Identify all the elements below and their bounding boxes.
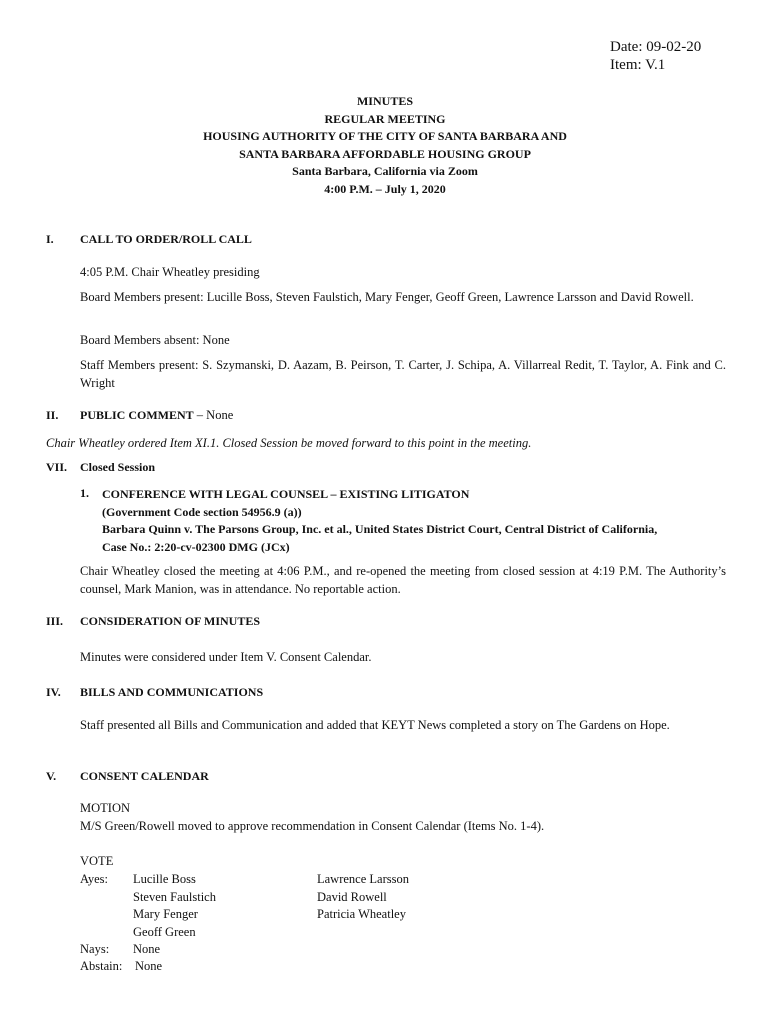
abstain-label: Abstain: — [80, 959, 123, 973]
item-line-3: Barbara Quinn v. The Parsons Group, Inc. et al., United States District Court, Central District of California, — [102, 522, 658, 536]
aye-member: Steven Faulstich — [133, 889, 216, 904]
item-line-2: (Government Code section 54956.9 (a)) — [102, 504, 302, 519]
public-comment-line — [80, 408, 233, 423]
section-title: CALL TO ORDER/ROLL CALL — [80, 232, 252, 246]
item-line-1: CONFERENCE WITH LEGAL COUNSEL – EXISTING LITIGATON — [102, 487, 470, 501]
section-title: CONSENT CALENDAR — [80, 769, 209, 783]
section-title: PUBLIC COMMENT — [80, 408, 194, 422]
aye-member: Lucille Boss — [133, 872, 196, 886]
date-line: Date: 09-02-20 — [610, 39, 702, 55]
section-number: IV. — [46, 685, 61, 699]
section-title: Closed Session — [80, 460, 156, 474]
title-housing-authority: HOUSING AUTHORITY OF THE CITY OF SANTA BARBARA AND — [203, 129, 567, 143]
title-minutes: MINUTES — [356, 94, 413, 108]
header-block — [610, 38, 701, 74]
title-location: Santa Barbara, California via Zoom — [292, 164, 478, 178]
section-title: CONSIDERATION OF MINUTES — [80, 614, 261, 628]
motion-text: M/S Green/Rowell moved to approve recommendation in Consent Calendar (Items No. 1-4). — [80, 819, 545, 833]
title-affordable-housing: SANTA BARBARA AFFORDABLE HOUSING GROUP — [239, 146, 531, 161]
section-number: III. — [46, 614, 64, 628]
abstain-value: None — [135, 959, 163, 973]
item-line: Item: V.1 — [610, 57, 666, 73]
minutes-text: Minutes were considered under Item V. Consent Calendar. — [80, 650, 372, 664]
section-number: II. — [46, 408, 59, 422]
nays-label: Nays: — [80, 942, 110, 956]
motion-label: MOTION — [80, 801, 130, 815]
closed-session-text: Chair Wheatley closed the meeting at 4:06 P.M., and re-opened the meeting from closed session at 4:19 P.M. The Authority’s counsel, Mark Manion, was in attendance. No reportable action. — [80, 564, 726, 596]
board-absent-text: Board Members absent: None — [80, 333, 230, 347]
section-title: BILLS AND COMMUNICATIONS — [80, 685, 264, 699]
section-number: I. — [46, 232, 54, 246]
call-to-order-text: 4:05 P.M. Chair Wheatley presiding — [80, 265, 260, 279]
item-number: 1. — [80, 486, 89, 500]
board-present-text: Board Members present: Lucille Boss, Steven Faulstich, Mary Fenger, Geoff Green, Lawrence Larsson and David Rowell. — [80, 290, 694, 304]
bills-text: Staff presented all Bills and Communication and added that KEYT News completed a story on The Gardens on Hope. — [80, 718, 670, 732]
nays-value: None — [133, 942, 161, 956]
section-number: VII. — [46, 460, 68, 474]
public-comment-value: – None — [193, 408, 234, 422]
ayes-column-2 — [317, 871, 409, 924]
title-time-date: 4:00 P.M. – July 1, 2020 — [324, 181, 446, 196]
aye-member: Lawrence Larsson — [317, 872, 409, 886]
aye-member: Mary Fenger — [133, 907, 198, 921]
closed-session-item — [102, 486, 657, 556]
vote-label: VOTE — [80, 854, 114, 868]
aye-member: David Rowell — [317, 889, 387, 904]
title-regular-meeting: REGULAR MEETING — [324, 111, 446, 126]
item-line-4: Case No.: 2:20-cv-02300 DMG (JCx) — [102, 539, 290, 554]
ayes-label: Ayes: — [80, 872, 109, 886]
ayes-column-1 — [133, 871, 216, 941]
closed-session-note: Chair Wheatley ordered Item XI.1. Closed Session be moved forward to this point in the meeting. — [46, 436, 532, 450]
aye-member: Patricia Wheatley — [317, 907, 406, 921]
staff-present-text: Staff Members present: S. Szymanski, D. Aazam, B. Peirson, T. Carter, J. Schipa, A. Villarreal Redit, T. Taylor, A. Fink and C. Wright — [80, 358, 726, 390]
aye-member: Geoff Green — [133, 924, 196, 939]
title-block — [0, 93, 770, 198]
section-number: V. — [46, 769, 57, 783]
